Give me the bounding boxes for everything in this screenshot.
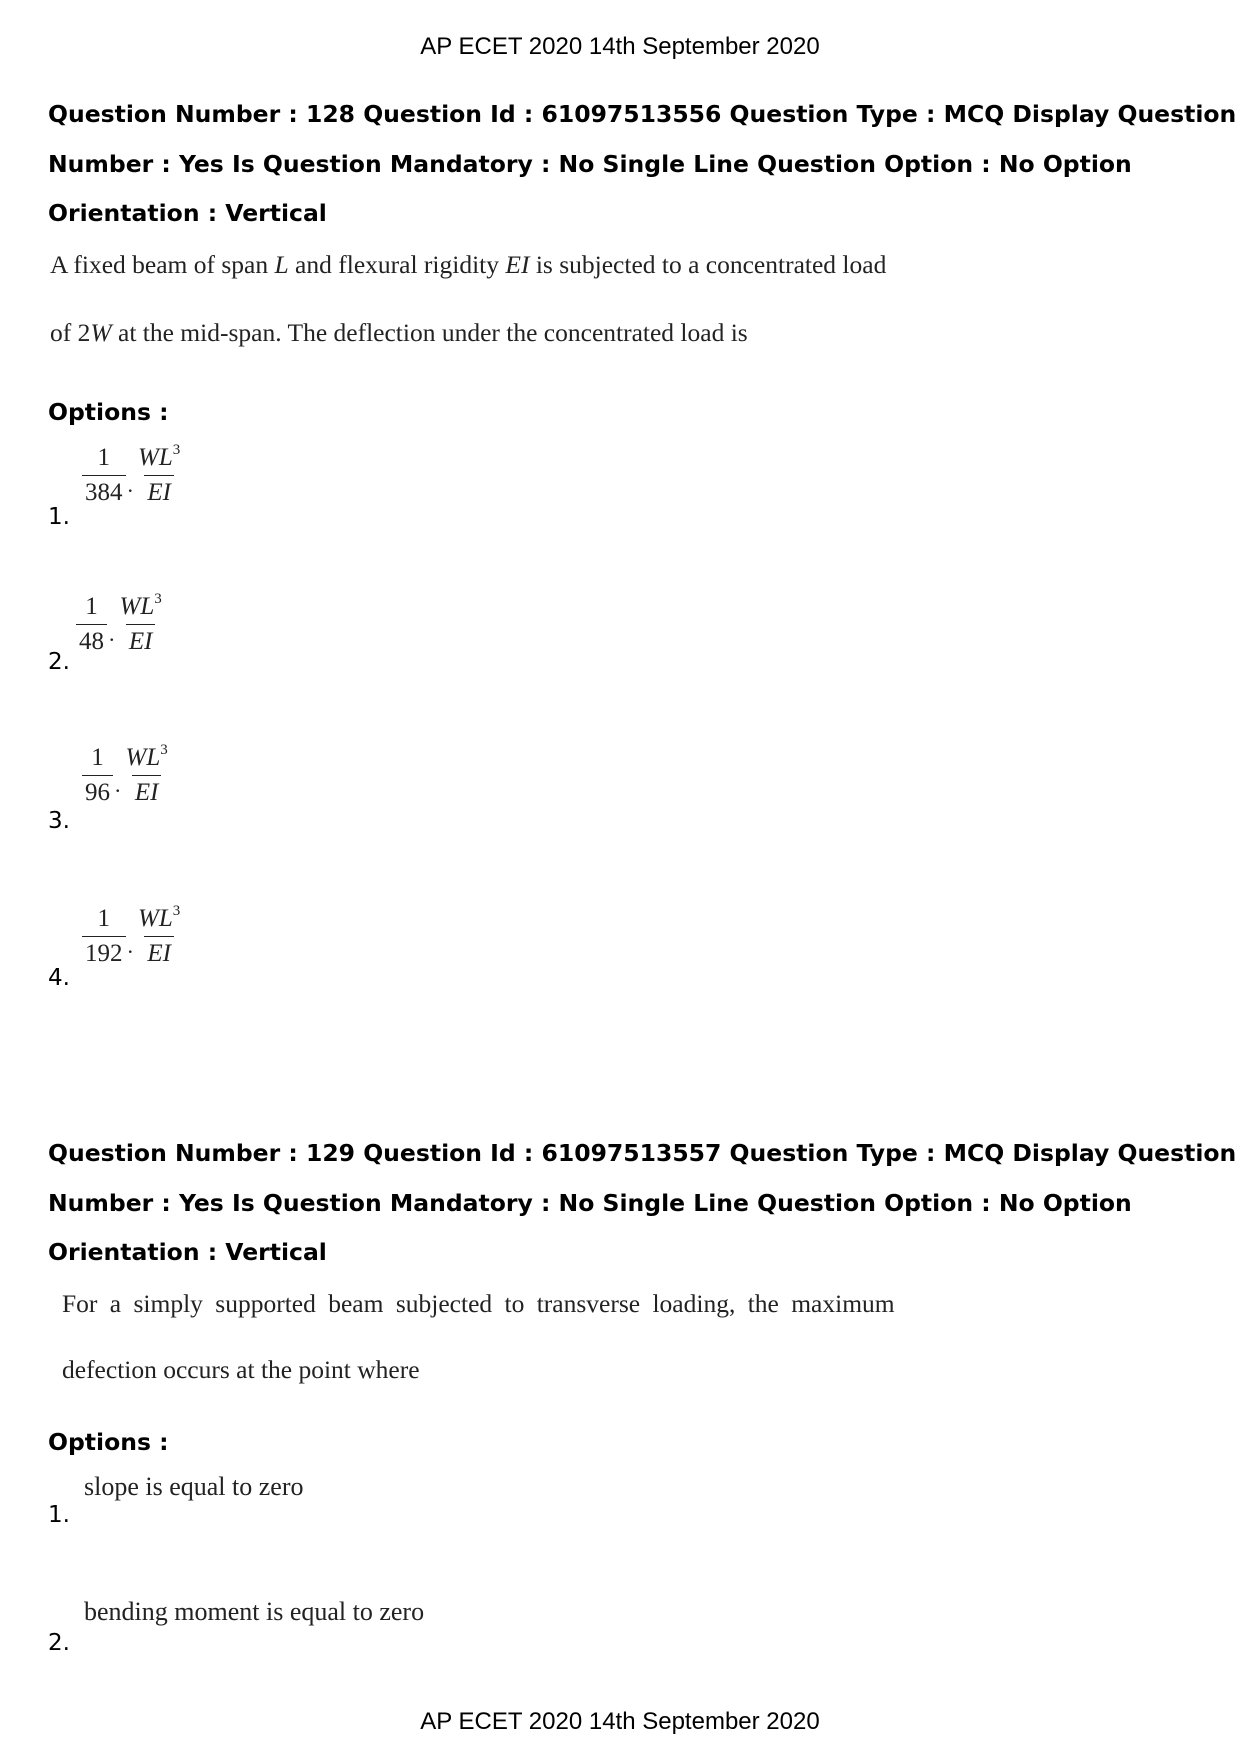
exponent: 3 — [172, 442, 181, 458]
meta-line: Question Number : 129 Question Id : 61097513557 Question Type : MCQ Display Question — [48, 1139, 1237, 1167]
meta-line: Question Number : 128 Question Id : 61097513556 Question Type : MCQ Display Question — [48, 100, 1237, 128]
option-number: 2. — [48, 649, 70, 675]
math-var: W — [90, 318, 112, 347]
meta-line: Number : Yes Is Question Mandatory : No Single Line Question Option : No Option — [48, 149, 1132, 178]
fraction-denominator: EI — [144, 475, 174, 508]
question-129-text-line-1: For a simply supported beam subjected to transverse loading, the maximum — [62, 1289, 895, 1318]
options-label: Options : — [48, 398, 169, 426]
fraction-numerator: 1 — [97, 905, 110, 932]
fraction-denominator: EI — [144, 936, 174, 969]
text-segment: at the mid-span. The deflection under the concentrated load is — [111, 318, 748, 347]
exponent: 3 — [154, 591, 162, 607]
meta-line: Number : Yes Is Question Mandatory : No Single Line Question Option : No Option — [48, 1188, 1132, 1217]
fraction-denominator: 48 — [76, 624, 107, 657]
fraction-numerator: 1 — [91, 744, 104, 771]
exponent: 3 — [160, 742, 168, 758]
text-segment: is subjected to a concentrated load — [529, 250, 887, 279]
text-segment: A fixed beam of span — [50, 250, 275, 279]
option-4-formula[interactable] — [82, 904, 183, 969]
question-128-text-line-2 — [50, 318, 748, 348]
coefficient-fraction — [76, 592, 107, 657]
fraction-numerator: 1 — [85, 593, 98, 620]
multiply-dot: . — [115, 771, 121, 797]
meta-line: Orientation : Vertical — [48, 199, 327, 227]
option-3-formula[interactable] — [82, 743, 171, 808]
fraction-denominator: 384 — [82, 475, 126, 508]
fraction-numerator: WL — [138, 444, 173, 471]
question-129-meta — [48, 1129, 1237, 1278]
multiply-dot: . — [109, 620, 115, 646]
math-var: EI — [505, 250, 530, 279]
page-footer: AP ECET 2020 14th September 2020 — [420, 1708, 820, 1735]
option-number: 3. — [48, 808, 70, 834]
option-1-formula[interactable] — [82, 443, 183, 508]
math-var: L — [274, 250, 289, 279]
fraction-denominator: EI — [126, 624, 156, 657]
page-header: AP ECET 2020 14th September 2020 — [420, 33, 820, 60]
fraction-numerator: WL — [138, 905, 173, 932]
option-number: 1. — [48, 504, 70, 530]
option-2-formula[interactable] — [76, 592, 165, 657]
text-segment: of 2 — [50, 318, 91, 347]
expression-fraction — [135, 443, 183, 508]
fraction-numerator: 1 — [97, 444, 110, 471]
meta-line: Orientation : Vertical — [48, 1238, 327, 1266]
option-1-text[interactable]: slope is equal to zero — [84, 1472, 304, 1501]
expression-fraction — [135, 904, 183, 969]
option-number: 1. — [48, 1502, 70, 1528]
question-128-text-line-1 — [50, 250, 886, 280]
text-segment: and flexural rigidity — [288, 250, 506, 279]
options-label: Options : — [48, 1428, 169, 1456]
fraction-denominator: 192 — [82, 936, 126, 969]
fraction-numerator: WL — [125, 744, 161, 771]
fraction-numerator: WL — [119, 593, 155, 620]
expression-fraction — [117, 592, 165, 657]
coefficient-fraction — [82, 443, 126, 508]
question-129-text-line-2: defection occurs at the point where — [62, 1355, 420, 1384]
fraction-denominator: 96 — [82, 775, 113, 808]
question-128-meta — [48, 90, 1237, 239]
option-number: 2. — [48, 1630, 70, 1656]
fraction-denominator: EI — [132, 775, 162, 808]
option-number: 4. — [48, 965, 70, 991]
multiply-dot: . — [127, 932, 133, 958]
exponent: 3 — [172, 903, 181, 919]
multiply-dot: . — [127, 471, 133, 497]
option-2-text[interactable]: bending moment is equal to zero — [84, 1597, 425, 1626]
coefficient-fraction — [82, 743, 113, 808]
coefficient-fraction — [82, 904, 126, 969]
expression-fraction — [123, 743, 171, 808]
